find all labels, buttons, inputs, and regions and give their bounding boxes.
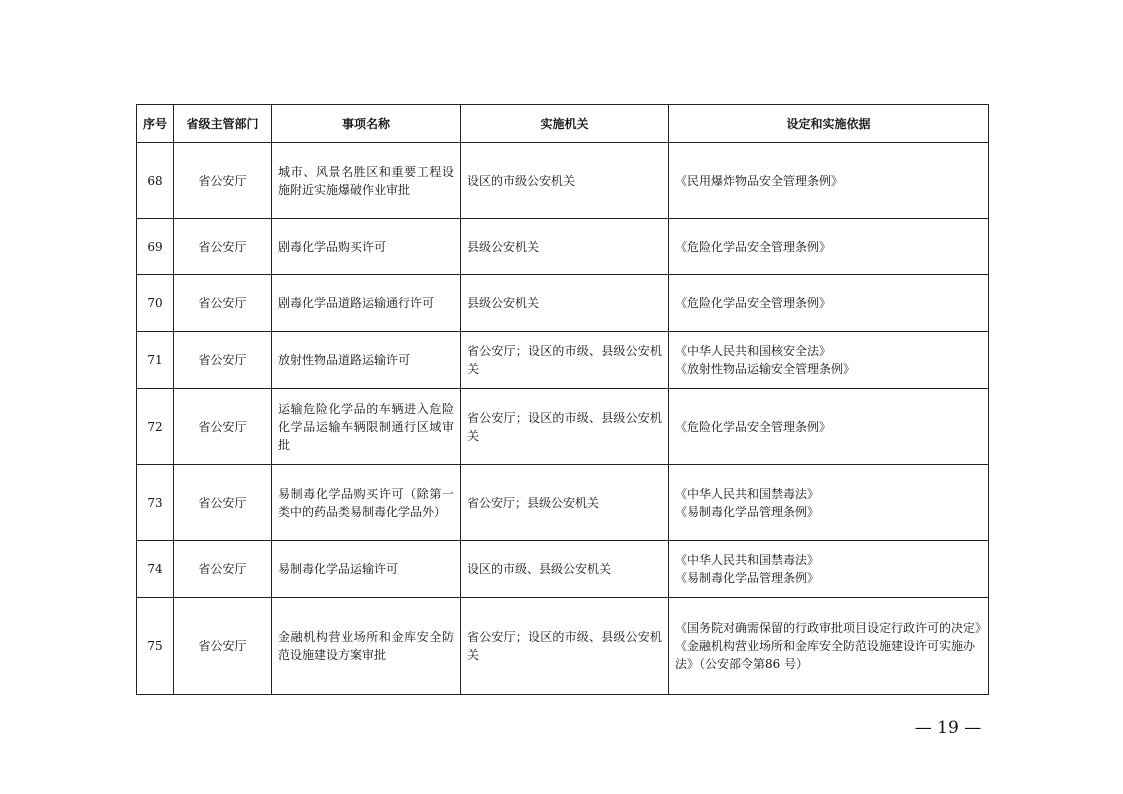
table-row bbox=[137, 465, 989, 541]
cell-basis bbox=[669, 332, 989, 389]
table-row bbox=[137, 219, 989, 275]
cell-department: 省公安厅 bbox=[174, 389, 272, 465]
cell-basis bbox=[669, 219, 989, 275]
cell-department: 省公安厅 bbox=[174, 465, 272, 541]
cell-agency: 省公安厅；设区的市级、县级公安机关 bbox=[461, 332, 669, 389]
approval-items-table bbox=[136, 104, 989, 695]
header-basis: 设定和实施依据 bbox=[669, 105, 989, 143]
cell-item-name: 城市、风景名胜区和重要工程设施附近实施爆破作业审批 bbox=[272, 143, 461, 219]
cell-agency: 省公安厅；设区的市级、县级公安机关 bbox=[461, 598, 669, 695]
cell-serial-number: 73 bbox=[137, 465, 174, 541]
cell-department: 省公安厅 bbox=[174, 219, 272, 275]
table-row bbox=[137, 275, 989, 332]
cell-agency: 省公安厅；设区的市级、县级公安机关 bbox=[461, 389, 669, 465]
basis-line: 《金融机构营业场所和金库安全防范设施建设许可实施办法》（公安部令第86 号） bbox=[675, 639, 976, 671]
table-row bbox=[137, 332, 989, 389]
cell-serial-number: 71 bbox=[137, 332, 174, 389]
cell-item-name: 放射性物品道路运输许可 bbox=[272, 332, 461, 389]
cell-basis bbox=[669, 598, 989, 695]
cell-basis bbox=[669, 275, 989, 332]
cell-department: 省公安厅 bbox=[174, 598, 272, 695]
basis-line: 《国务院对确需保留的行政审批项目设定行政许可的决定》 bbox=[675, 621, 988, 635]
cell-serial-number: 75 bbox=[137, 598, 174, 695]
basis-line: 《中华人民共和国禁毒法》 bbox=[675, 486, 820, 501]
basis-line: 《危险化学品安全管理条例》 bbox=[675, 296, 832, 310]
basis-line: 《中华人民共和国核安全法》 bbox=[675, 344, 832, 358]
cell-agency: 设区的市级公安机关 bbox=[461, 143, 669, 219]
table-row bbox=[137, 598, 989, 695]
basis-line: 《易制毒化学品管理条例》 bbox=[675, 504, 820, 519]
cell-agency: 设区的市级、县级公安机关 bbox=[461, 541, 669, 598]
cell-serial-number: 72 bbox=[137, 389, 174, 465]
cell-item-name: 剧毒化学品道路运输通行许可 bbox=[272, 275, 461, 332]
cell-department: 省公安厅 bbox=[174, 275, 272, 332]
cell-agency: 县级公安机关 bbox=[461, 219, 669, 275]
cell-basis bbox=[669, 143, 989, 219]
cell-item-name: 易制毒化学品运输许可 bbox=[272, 541, 461, 598]
cell-agency: 省公安厅；县级公安机关 bbox=[461, 465, 669, 541]
basis-line: 《民用爆炸物品安全管理条例》 bbox=[675, 173, 844, 188]
basis-line: 《危险化学品安全管理条例》 bbox=[675, 239, 832, 254]
cell-serial-number: 68 bbox=[137, 143, 174, 219]
basis-line: 《危险化学品安全管理条例》 bbox=[675, 419, 832, 434]
table-row bbox=[137, 389, 989, 465]
cell-basis bbox=[669, 541, 989, 598]
basis-line: 《放射性物品运输安全管理条例》 bbox=[675, 362, 856, 376]
cell-item-name: 易制毒化学品购买许可（除第一类中的药品类易制毒化学品外） bbox=[272, 465, 461, 541]
cell-department: 省公安厅 bbox=[174, 332, 272, 389]
header-item-name: 事项名称 bbox=[272, 105, 461, 143]
header-agency: 实施机关 bbox=[461, 105, 669, 143]
cell-basis bbox=[669, 389, 989, 465]
cell-serial-number: 69 bbox=[137, 219, 174, 275]
table-row bbox=[137, 143, 989, 219]
header-department: 省级主管部门 bbox=[174, 105, 272, 143]
cell-serial-number: 74 bbox=[137, 541, 174, 598]
cell-department: 省公安厅 bbox=[174, 143, 272, 219]
cell-basis bbox=[669, 465, 989, 541]
cell-item-name: 剧毒化学品购买许可 bbox=[272, 219, 461, 275]
table-row bbox=[137, 541, 989, 598]
basis-line: 《易制毒化学品管理条例》 bbox=[675, 571, 820, 585]
header-serial-number: 序号 bbox=[137, 105, 174, 143]
cell-department: 省公安厅 bbox=[174, 541, 272, 598]
cell-item-name: 金融机构营业场所和金库安全防范设施建设方案审批 bbox=[272, 598, 461, 695]
cell-item-name: 运输危险化学品的车辆进入危险化学品运输车辆限制通行区域审批 bbox=[272, 389, 461, 465]
cell-serial-number: 70 bbox=[137, 275, 174, 332]
cell-agency: 县级公安机关 bbox=[461, 275, 669, 332]
table-header-row bbox=[137, 105, 989, 143]
basis-line: 《中华人民共和国禁毒法》 bbox=[675, 553, 820, 567]
page-number: — 19 — bbox=[914, 718, 982, 738]
